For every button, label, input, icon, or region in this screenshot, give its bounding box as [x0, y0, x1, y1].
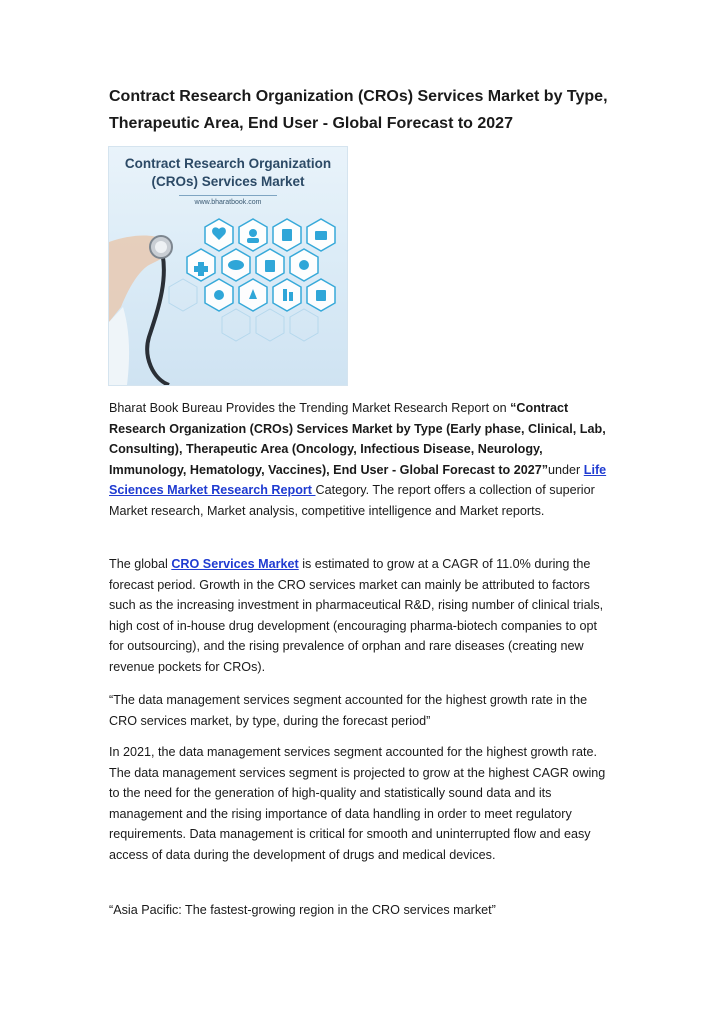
cover-title-line1: Contract Research Organization	[124, 156, 332, 171]
cover-title	[109, 155, 347, 191]
paragraph-market	[109, 554, 615, 677]
market-body-text: is estimated to grow at a CAGR of 11.0% during the forecast period. Growth in the CRO services market can mainly be attributed to factors such as the increasing investment in pharmaceutical R&D, rising number of clinical trials, high cost of in-house drug development (encouraging pharma-biotech companies to opt for outsourcing), and the rising prevalence of orphan and rare diseases (creating new revenue pockets for CROs).	[109, 557, 604, 674]
cover-title-line2: (CROs) Services Market	[151, 174, 305, 189]
cover-url: www.bharatbook.com	[194, 199, 262, 206]
intro-outro-text: Category. The report offers a collection of superior Market research, Market analysis, competitive intelligence and Market reports.	[109, 483, 595, 518]
cover-image	[108, 146, 348, 386]
market-prefix-text: The global	[109, 557, 172, 571]
paragraph-data-management: In 2021, the data management services segment accounted for the highest growth rate. The data management services segment is projected to grow at the highest CAGR owing to the need for the generation of high-quality and statistically sound data and its management and the rising importance of data handling in order to meet regulatory requirements. Data management is critical for smooth and uninterrupted flow and easy access of data during the development of drugs and medical devices.	[109, 745, 606, 862]
report-title-text: “Contract Research Organization (CROs) Services Market by Type (Early phase, Clinical, Lab, Consulting), Therapeutic Area (Oncology, Infectious Disease, Neurology, Immunology, Hematology, Vaccines), End User - Global Forecast to 2027”	[109, 401, 606, 477]
document-title: Contract Research Organization (CROs) Services Market by Type, Therapeutic Area, End User - Global Forecast to 2027	[109, 88, 608, 132]
cro-services-market-link[interactable]: CRO Services Market	[171, 557, 299, 571]
intro-text: Bharat Book Bureau Provides the Trending Market Research Report on	[109, 401, 511, 415]
paragraph-quote-asia-pacific: “Asia Pacific: The fastest-growing region in the CRO services market”	[109, 903, 496, 917]
paragraph-quote-data-management: “The data management services segment accounted for the highest growth rate in the CRO services market, by type, during the forecast period”	[109, 693, 588, 728]
cover-divider	[179, 195, 277, 196]
paragraph-intro	[109, 398, 615, 521]
under-text: under	[548, 462, 584, 477]
life-sciences-link[interactable]: Life Sciences Market Research Report	[109, 462, 607, 497]
